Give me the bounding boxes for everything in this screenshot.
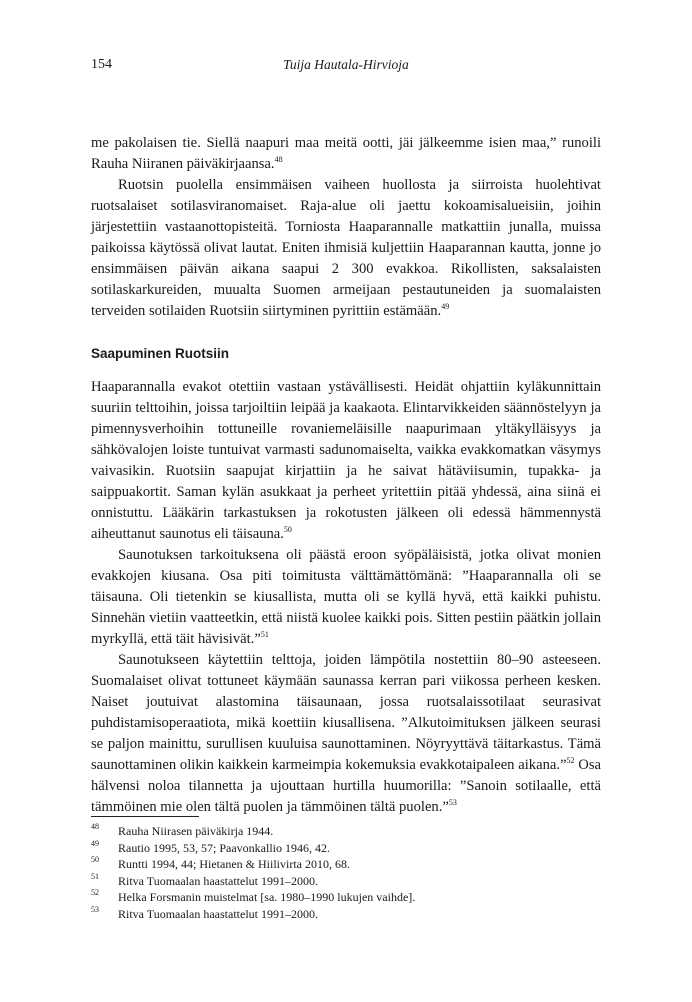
paragraph-text: Haaparannalla evakot otettiin vastaan ystävällisesti. Heidät ohjattiin kyläkunnittain suuriin telttoihin, joissa tarjoiltiin leipää ja kaakaota. Elintarvikkeiden säännöstelyyn ja pimennysverhoihin tottuneille rovaniemeläisille naapurimaan yltäkylläisyys ja sähkövalojen loiste tuntuivat varmasti sadunomaiselta, vaikka evakkomatkan väsymys vaivasikin. Ruotsiin saapujat kirjattiin ja he saivat hätäviisumin, tupakka- ja saippuakortit. Saman kylän asukkaat ja perheet yritettiin pitää yhdessä, aina siinä ei onnistuttu. Lääkärin tarkastuksen ja rokotusten jälkeen oli edessä hämmennystä aiheuttanut saunotus eli täisauna. xyxy=(91,379,601,542)
footnote xyxy=(91,873,601,890)
footnote xyxy=(91,823,601,840)
paragraph-text: Saunotukseen käytettiin telttoja, joiden lämpötila nostettiin 80–90 asteeseen. Suomalaiset olivat tottuneet käymään saunassa kerran pari viikossa perheen kesken. Naiset joutuivat alastomina täisaunaan, jossa ruotsalaissotilaat seurasivat puhdistamisoperaatiota, mikä koettiin kiusallisena. ”Alkutoimituksen jälkeen seurasi se paljon mainittu, surullisen kuuluisa saunottaminen. Nöyryyttävä täitarkastus. Tämä saunottaminen olikin kaikkein karmeimpia kokemuksia evakkotaipaleen aikana.” xyxy=(91,652,601,773)
footnote xyxy=(91,856,601,873)
paragraph-text: me pakolaisen tie. Siellä naapuri maa meitä ootti, jäi jälkeemme isien maa,” runoili Rauha Niiranen päiväkirjaansa. xyxy=(91,135,601,172)
footnote-text: Rauha Niirasen päiväkirja 1944. xyxy=(118,824,274,838)
footnote-number: 53 xyxy=(91,904,99,914)
footnote-text: Ritva Tuomaalan haastattelut 1991–2000. xyxy=(118,873,318,888)
footnote-number: 51 xyxy=(91,871,99,881)
footnote-text: Rautio 1995, 53, 57; Paavonkallio 1946, 42. xyxy=(118,840,330,855)
footnote-ref: 52 xyxy=(566,756,575,765)
footnote xyxy=(91,889,601,906)
footnote xyxy=(91,906,601,923)
footnote-number: 50 xyxy=(91,855,99,865)
section-heading: Saapuminen Ruotsiin xyxy=(91,346,230,361)
footnote-ref: 50 xyxy=(283,525,292,534)
footnote xyxy=(91,840,601,857)
footnote-text: Ritva Tuomaalan haastattelut 1991–2000. xyxy=(118,906,318,921)
paragraph xyxy=(91,545,601,650)
page-number: 154 xyxy=(91,57,112,72)
footnotes xyxy=(91,823,601,923)
footnote-ref: 51 xyxy=(260,630,269,639)
section-1-body xyxy=(91,133,601,322)
paragraph xyxy=(91,175,601,322)
footnote-ref: 49 xyxy=(441,302,450,311)
footnote-number: 49 xyxy=(91,838,99,848)
footnote-ref: 48 xyxy=(274,155,283,164)
paragraph-text: Osa hälvensi noloa tilannetta ja ujouttaan hurtilla huumorilla: ”Sanoin sotilaalle, että tämmöinen mie olen tältä puolen ja tämmöinen tältä puolen.” xyxy=(91,757,601,815)
footnote-text: Helka Forsmanin muistelmat [sa. 1980–1990 lukujen vaihde]. xyxy=(118,890,416,905)
paragraph xyxy=(91,133,601,175)
paragraph-text: Ruotsin puolella ensimmäisen vaiheen huollosta ja siirroista huolehtivat ruotsalaiset sotilasviranomaiset. Raja-alue oli jaettu kokoamisalueisiin, joihin järjestettiin vastaanottopisteitä. Torniosta Haaparannalle matkattiin junalla, muissa paikoissa käytössä olivat lautat. Eniten ihmisiä kuljettiin Haaparannan kautta, jonne jo ensimmäisen päivän aikana saapui 2 300 evakkoa. Rikollisten, saksalaisten sotilaskarkureiden, muualta Suomen armeijaan pestautuneiden ja suomalaisten terveiden sotilaiden Ruotsiin siirtyminen pyrittiin estämään. xyxy=(91,177,601,319)
footnote-separator xyxy=(91,816,199,817)
footnote-text: Runtti 1994, 44; Hietanen & Hiilivirta 2010, 68. xyxy=(118,857,350,872)
footnote-number: 52 xyxy=(91,888,99,898)
footnote-number: 48 xyxy=(91,822,99,831)
paragraph-text: Saunotuksen tarkoituksena oli päästä eroon syöpäläisistä, jotka olivat monien evakkojen kiusana. Osa piti toimitusta välttämättömänä: ”Haaparannalla oli se täisauna. Oli tietenkin se kiusallista, mutta oli se kyllä hyvä, että kaikki puhistu. Sinnehän vietiin vaatteetkin, että niistä kuolee kaikki pois. Sitten pestiin päätkin jollain myrkyllä, että täit hävisivät.” xyxy=(91,547,601,647)
running-head-author: Tuija Hautala-Hirvioja xyxy=(283,57,409,72)
paragraph xyxy=(91,377,601,545)
footnote-ref: 53 xyxy=(448,798,457,807)
section-2-body xyxy=(91,377,601,818)
running-head xyxy=(91,55,601,75)
paragraph xyxy=(91,650,601,818)
